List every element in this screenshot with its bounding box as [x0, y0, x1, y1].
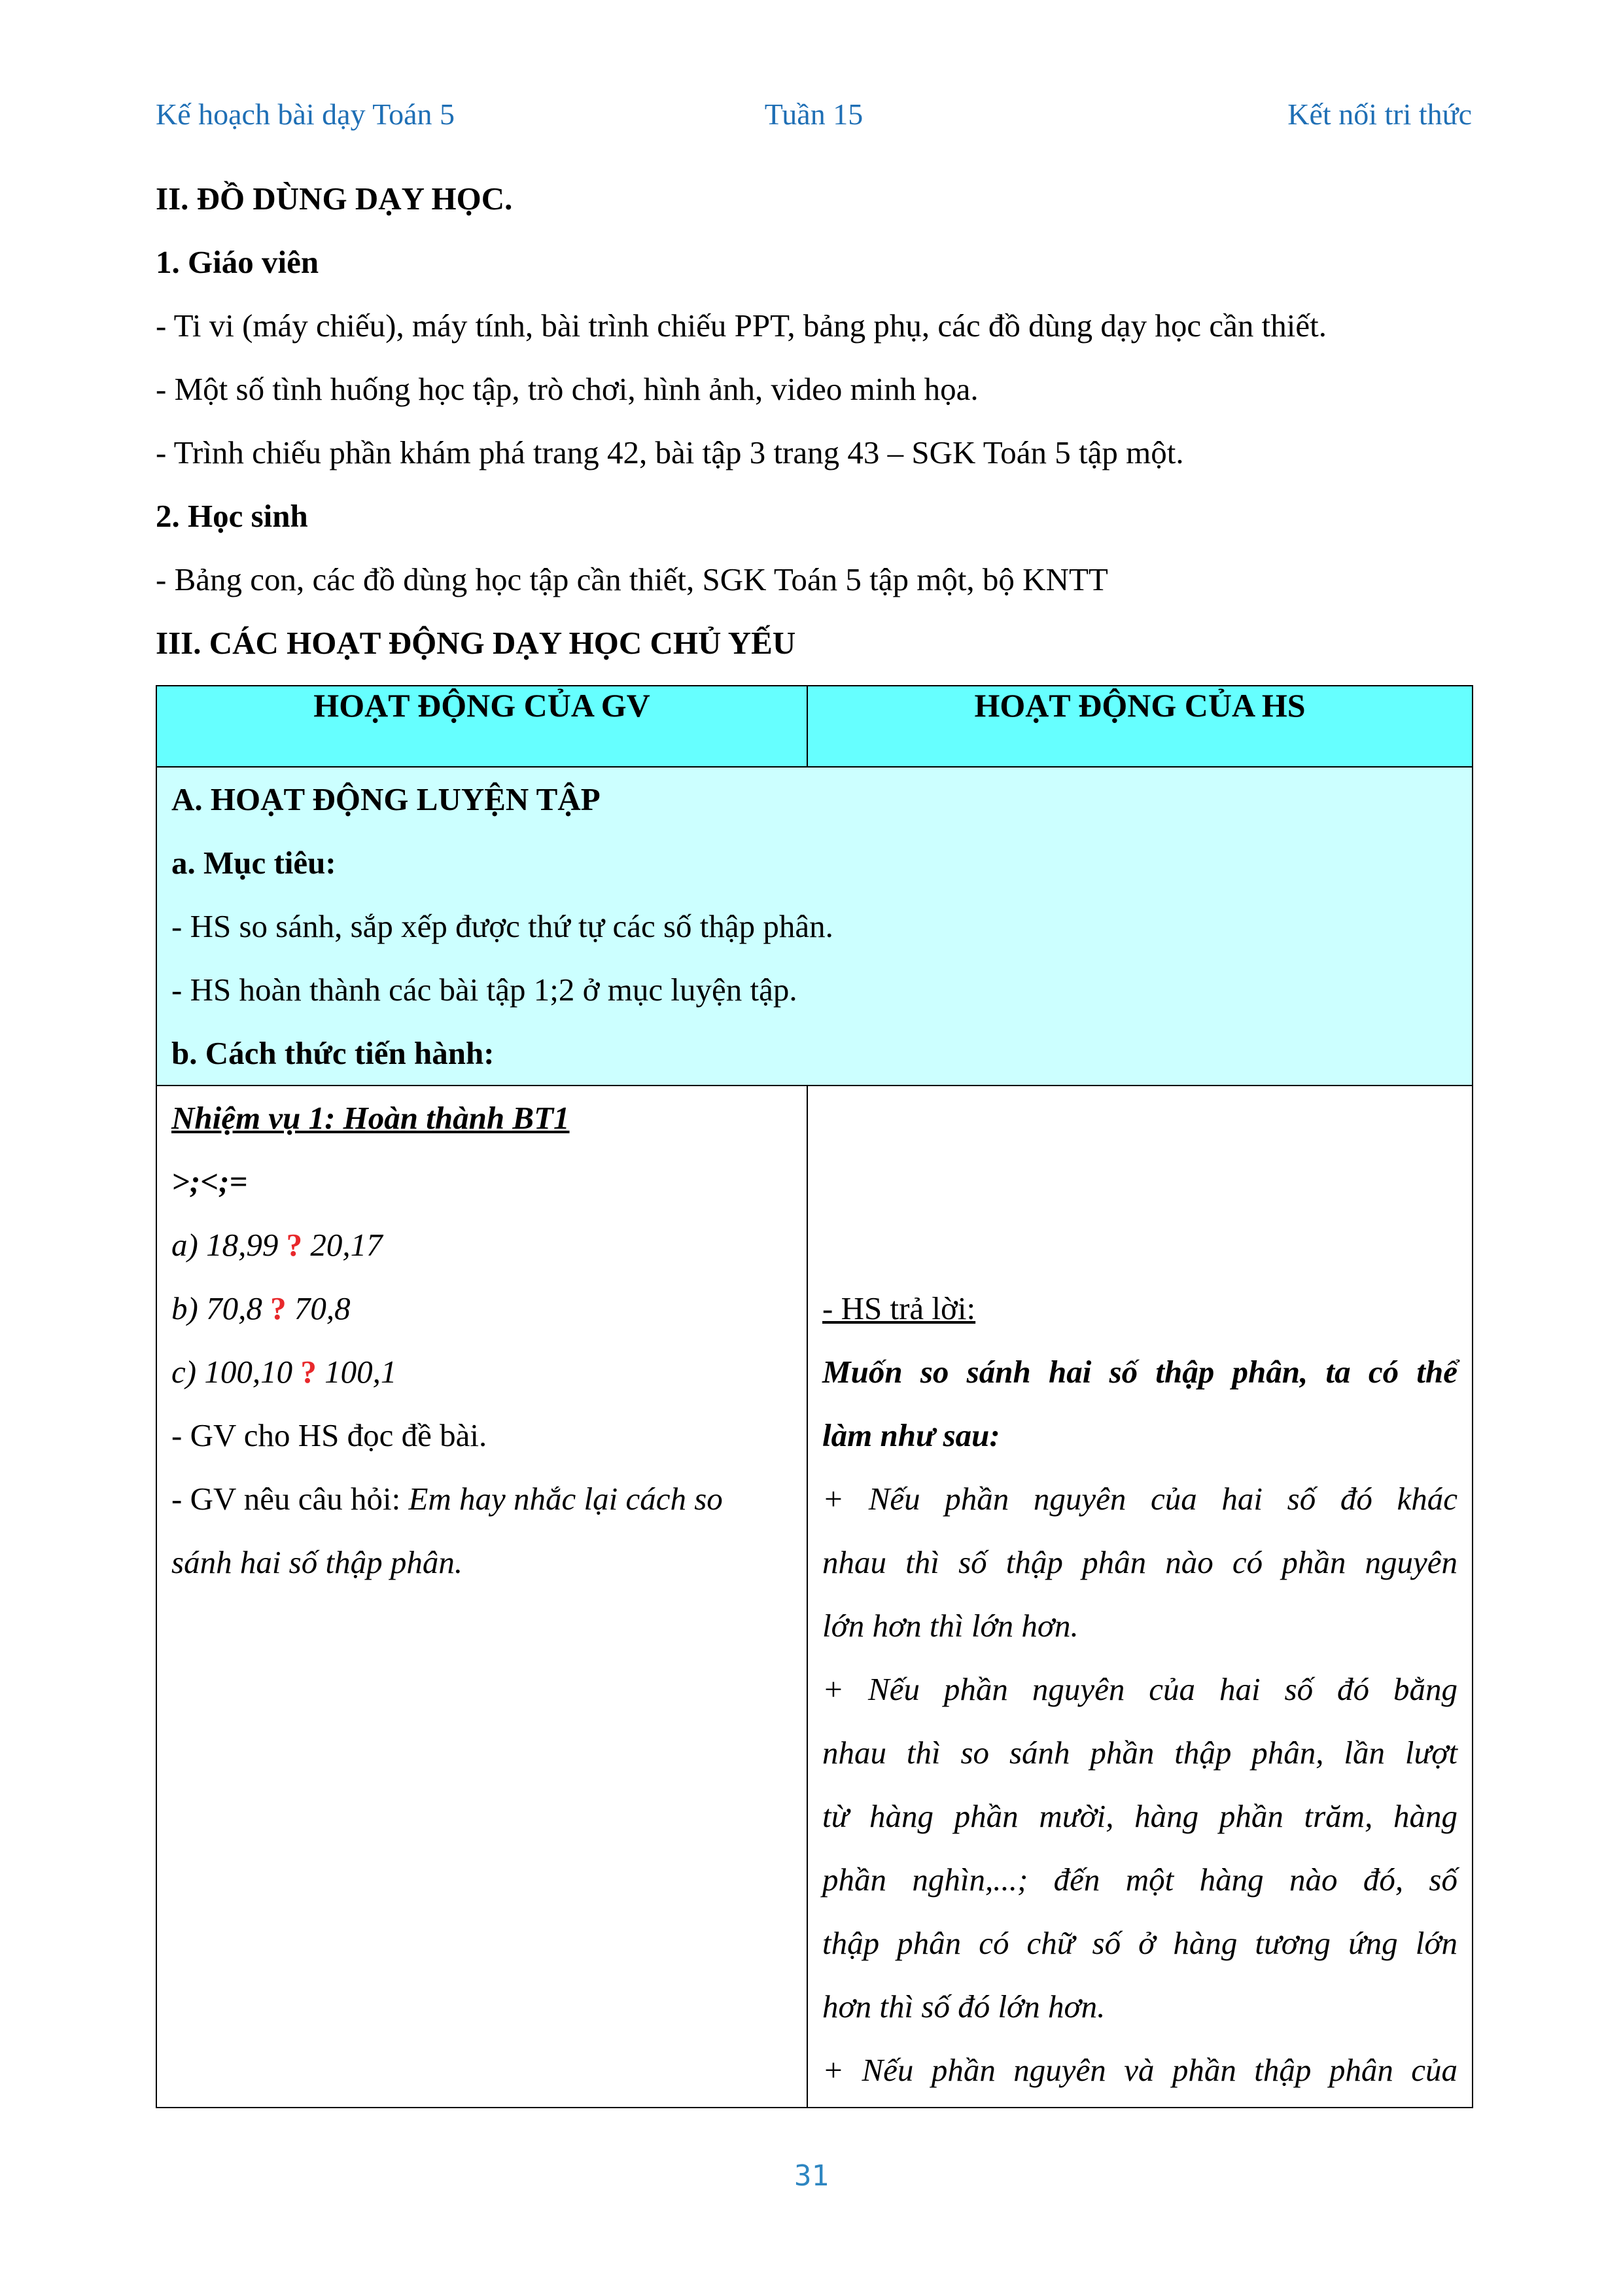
- hs-answer-label: - HS trả lời:: [822, 1290, 976, 1326]
- gv-question-text: Em hay nhắc lại cách so: [408, 1481, 723, 1517]
- rule-title: Muốn so sánh hai số thập phân, ta có thể: [822, 1354, 1457, 1390]
- exercise-item-c: [171, 1340, 792, 1404]
- exercise-left: a) 18,99: [171, 1227, 279, 1263]
- rule-title-continued: làm như sau:: [822, 1417, 1000, 1453]
- page-header: [156, 97, 1472, 143]
- gv-question-prefix: - GV nêu câu hỏi:: [171, 1481, 409, 1517]
- question-mark: ?: [286, 1227, 303, 1263]
- spacer: [822, 1086, 1457, 1150]
- teacher-item: - Trình chiếu phần khám phá trang 42, bài tập 3 trang 43 – SGK Toán 5 tập một.: [156, 434, 1184, 470]
- rule-line: + Nếu phần nguyên của hai số đó bằng: [822, 1671, 1457, 1707]
- teacher-item: - Một số tình huống học tập, trò chơi, hình ảnh, video minh họa.: [156, 371, 979, 407]
- rule-line: từ hàng phần mười, hàng phần trăm, hàng: [822, 1798, 1457, 1834]
- section-a-title: A. HOẠT ĐỘNG LUYỆN TẬP: [171, 781, 601, 817]
- exercise-left: c) 100,10: [171, 1354, 293, 1390]
- page-number: 31: [794, 2159, 829, 2193]
- student-title: 2. Học sinh: [156, 498, 308, 534]
- question-mark: ?: [300, 1354, 317, 1390]
- method-title: b. Cách thức tiến hành:: [171, 1035, 495, 1071]
- gv-read-instruction: - GV cho HS đọc đề bài.: [171, 1417, 487, 1453]
- section-2-title: II. ĐỒ DÙNG DẠY HỌC.: [156, 181, 513, 217]
- header-lesson-plan: Kế hoạch bài dạy Toán 5: [156, 97, 455, 131]
- rule-line: thập phân có chữ số ở hàng tương ứng lớn: [822, 1925, 1457, 1961]
- table-header-row: [156, 686, 1473, 767]
- task-1-row: [156, 1086, 1473, 2108]
- header-series: Kết nối tri thức: [1287, 97, 1472, 131]
- spacer: [822, 1213, 1457, 1277]
- exercise-right: 70,8: [294, 1290, 351, 1326]
- task-1-title: Nhiệm vụ 1: Hoàn thành BT1: [171, 1100, 570, 1136]
- exercise-item-b: [171, 1277, 792, 1340]
- rule-line: phần nghìn,...; đến một hàng nào đó, số: [822, 1862, 1457, 1898]
- rule-line: lớn hơn thì lớn hơn.: [822, 1608, 1079, 1644]
- section-3-title: III. CÁC HOẠT ĐỘNG DẠY HỌC CHỦ YẾU: [156, 625, 796, 661]
- rule-line: nhau thì so sánh phần thập phân, lần lượt: [822, 1735, 1457, 1771]
- rule-line: + Nếu phần nguyên của hai số đó khác: [822, 1481, 1457, 1517]
- teacher-title: 1. Giáo viên: [156, 244, 319, 280]
- gv-question: [171, 1467, 792, 1530]
- gv-question-continued: sánh hai số thập phân.: [171, 1544, 463, 1580]
- header-week: Tuần 15: [764, 97, 864, 131]
- comparison-signs: >;<;=: [171, 1163, 248, 1199]
- col-header-hs: HOẠT ĐỘNG CỦA HS: [807, 686, 1473, 767]
- section-teaching-materials: [156, 167, 1484, 675]
- spacer: [822, 1150, 1457, 1213]
- exercise-right: 100,1: [324, 1354, 397, 1390]
- teacher-item: - Ti vi (máy chiếu), máy tính, bài trình chiếu PPT, bảng phụ, các đồ dùng dạy học cần thiết.: [156, 308, 1327, 344]
- gv-activity-cell: [156, 1086, 807, 2108]
- section-a-row: [156, 767, 1473, 1086]
- hs-activity-cell: [807, 1086, 1473, 2108]
- goal-item: - HS so sánh, sắp xếp được thứ tự các số thập phân.: [171, 908, 833, 944]
- activities-table: [156, 685, 1473, 2108]
- exercise-left: b) 70,8: [171, 1290, 262, 1326]
- student-item: - Bảng con, các đồ dùng học tập cần thiết, SGK Toán 5 tập một, bộ KNTT: [156, 561, 1108, 597]
- goal-title: a. Mục tiêu:: [171, 845, 336, 881]
- exercise-right: 20,17: [310, 1227, 383, 1263]
- col-header-gv: HOẠT ĐỘNG CỦA GV: [156, 686, 807, 767]
- rule-line: nhau thì số thập phân nào có phần nguyên: [822, 1544, 1457, 1580]
- exercise-item-a: [171, 1213, 792, 1277]
- rule-line: hơn thì số đó lớn hơn.: [822, 1988, 1106, 2024]
- rule-line: + Nếu phần nguyên và phần thập phân của: [822, 2052, 1457, 2088]
- goal-item: - HS hoàn thành các bài tập 1;2 ở mục luyện tập.: [171, 972, 797, 1008]
- question-mark: ?: [270, 1290, 287, 1326]
